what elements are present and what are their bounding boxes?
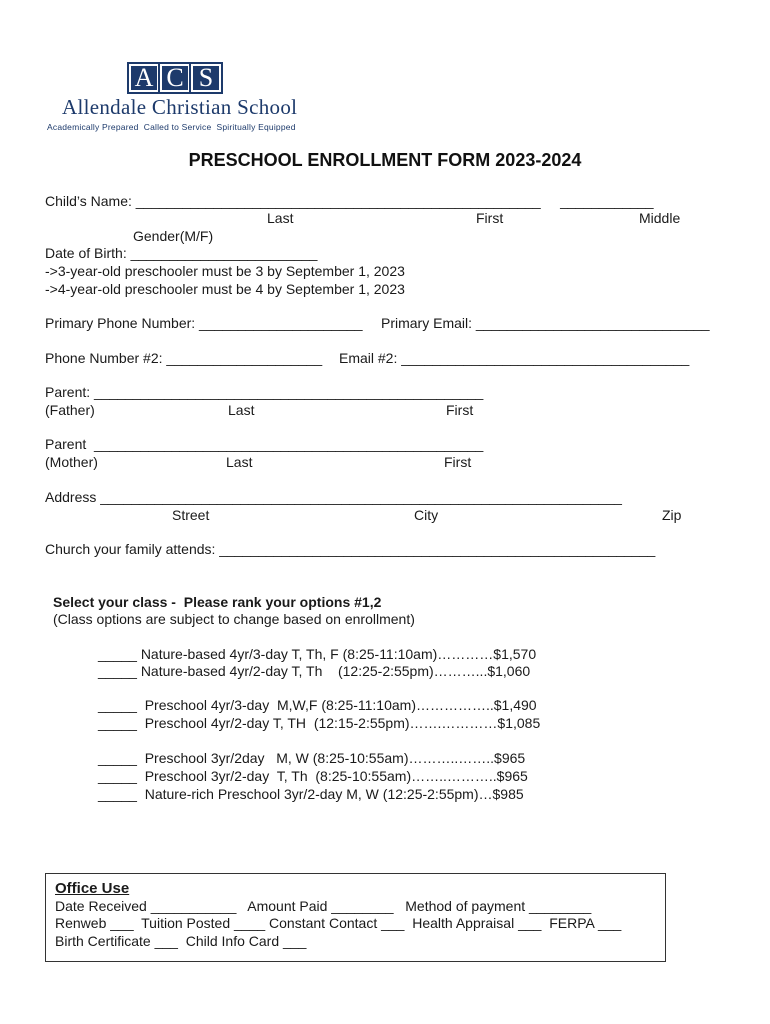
- primary-phone-field[interactable]: Primary Phone Number: _____________________: [45, 315, 363, 331]
- mother-role-label: (Mother): [45, 454, 98, 470]
- child-name-field[interactable]: Child’s Name: ____________________________________________________ ____________: [45, 193, 654, 209]
- phone2-field[interactable]: Phone Number #2: ____________________: [45, 350, 323, 366]
- class-subheading: (Class options are subject to change based on enrollment): [53, 611, 415, 627]
- class-heading: Select your class - Please rank your options #1,2: [53, 594, 382, 610]
- class-option[interactable]: _____ Preschool 3yr/2-day T, Th (8:25-10:55am)……..………..$965: [98, 768, 528, 784]
- school-name: Allendale Christian School: [62, 95, 298, 119]
- class-option[interactable]: _____ Preschool 3yr/2day M, W (8:25-10:55am)………..……..$965: [98, 750, 526, 766]
- office-line-1[interactable]: Date Received ___________ Amount Paid ________ Method of payment ________: [55, 898, 592, 914]
- mother-name-field[interactable]: Parent __________________________________________________: [45, 436, 484, 452]
- primary-email-field[interactable]: Primary Email: ______________________________: [381, 315, 710, 331]
- school-tagline: Academically Prepared Called to Service Spiritually Equipped: [47, 122, 296, 132]
- class-option[interactable]: _____ Nature-based 4yr/2-day T, Th (12:25-2:55pm)………...$1,060: [98, 663, 531, 679]
- form-title: PRESCHOOL ENROLLMENT FORM 2023-2024: [188, 150, 582, 170]
- child-last-label: Last: [267, 210, 294, 226]
- zip-label: Zip: [662, 507, 682, 523]
- father-first-label: First: [446, 402, 474, 418]
- class-option[interactable]: _____ Preschool 4yr/2-day T, TH (12:15-2:55pm)…….…………$1,085: [98, 715, 541, 731]
- address-field[interactable]: Address ___________________________________________________________________: [45, 489, 622, 505]
- father-role-label: (Father): [45, 402, 95, 418]
- gender-label: Gender(M/F): [133, 228, 214, 244]
- class-option[interactable]: _____ Nature-based 4yr/3-day T, Th, F (8:25-11:10am)…………$1,570: [98, 646, 537, 662]
- office-line-2[interactable]: Renweb ___ Tuition Posted ____ Constant Contact ___ Health Appraisal ___ FERPA ___: [55, 915, 622, 931]
- street-label: Street: [172, 507, 210, 523]
- office-use-heading: Office Use: [55, 880, 130, 897]
- child-first-label: First: [476, 210, 504, 226]
- city-label: City: [414, 507, 439, 523]
- mother-last-label: Last: [226, 454, 253, 470]
- logo-letter-c: C: [158, 62, 192, 94]
- child-middle-label: Middle: [639, 210, 681, 226]
- age-note-3yr: ->3-year-old preschooler must be 3 by September 1, 2023: [45, 263, 405, 279]
- church-field[interactable]: Church your family attends: ________________________________________________________: [45, 541, 656, 557]
- father-last-label: Last: [228, 402, 255, 418]
- age-note-4yr: ->4-year-old preschooler must be 4 by September 1, 2023: [45, 281, 405, 297]
- logo-letter-a: A: [127, 62, 161, 94]
- office-line-3[interactable]: Birth Certificate ___ Child Info Card ___: [55, 933, 307, 949]
- mother-first-label: First: [444, 454, 472, 470]
- logo-letter-s: S: [189, 62, 223, 94]
- class-option[interactable]: _____ Preschool 4yr/3-day M,W,F (8:25-11:10am)……………..$1,490: [98, 697, 537, 713]
- class-option[interactable]: _____ Nature-rich Preschool 3yr/2-day M, W (12:25-2:55pm)…$985: [98, 786, 524, 802]
- date-of-birth-field[interactable]: Date of Birth: ________________________: [45, 245, 318, 261]
- email2-field[interactable]: Email #2: _____________________________________: [339, 350, 690, 366]
- father-name-field[interactable]: Parent: __________________________________________________: [45, 384, 484, 400]
